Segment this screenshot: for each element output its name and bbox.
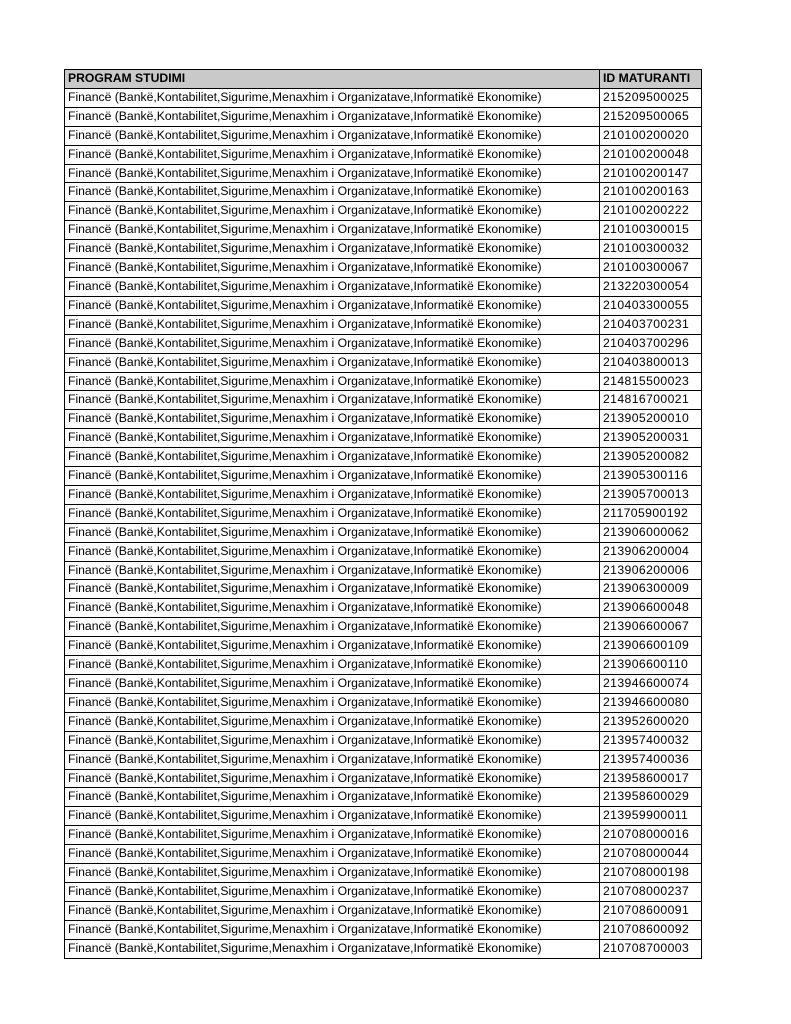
table-row (65, 259, 702, 278)
id-cell: 213905200010 (600, 410, 702, 429)
program-cell: Financë (Bankë,Kontabilitet,Sigurime,Menaxhim i Organizatave,Informatikë Ekonomike) (65, 315, 600, 334)
table-row (65, 145, 702, 164)
program-cell: Financë (Bankë,Kontabilitet,Sigurime,Menaxhim i Organizatave,Informatikë Ekonomike) (65, 939, 600, 958)
table-row (65, 788, 702, 807)
id-cell: 213906600048 (600, 599, 702, 618)
table-row (65, 561, 702, 580)
table-row (65, 939, 702, 958)
program-cell: Financë (Bankë,Kontabilitet,Sigurime,Menaxhim i Organizatave,Informatikë Ekonomike) (65, 467, 600, 486)
id-cell: 210100200020 (600, 126, 702, 145)
program-cell: Financë (Bankë,Kontabilitet,Sigurime,Menaxhim i Organizatave,Informatikë Ekonomike) (65, 675, 600, 694)
program-cell: Financë (Bankë,Kontabilitet,Sigurime,Menaxhim i Organizatave,Informatikë Ekonomike) (65, 769, 600, 788)
table-row (65, 845, 702, 864)
program-cell: Financë (Bankë,Kontabilitet,Sigurime,Menaxhim i Organizatave,Informatikë Ekonomike) (65, 542, 600, 561)
id-cell: 213906600109 (600, 637, 702, 656)
table-row (65, 429, 702, 448)
id-cell: 213957400032 (600, 731, 702, 750)
program-cell: Financë (Bankë,Kontabilitet,Sigurime,Menaxhim i Organizatave,Informatikë Ekonomike) (65, 277, 600, 296)
students-table (64, 69, 702, 959)
id-cell: 210100200163 (600, 183, 702, 202)
program-cell: Financë (Bankë,Kontabilitet,Sigurime,Menaxhim i Organizatave,Informatikë Ekonomike) (65, 656, 600, 675)
table-row (65, 580, 702, 599)
table-row (65, 240, 702, 259)
program-cell: Financë (Bankë,Kontabilitet,Sigurime,Menaxhim i Organizatave,Informatikë Ekonomike) (65, 296, 600, 315)
table-row (65, 107, 702, 126)
id-cell: 210100300067 (600, 259, 702, 278)
table-row (65, 126, 702, 145)
id-cell: 213952600020 (600, 712, 702, 731)
table-row (65, 296, 702, 315)
table-row (65, 656, 702, 675)
table-row (65, 523, 702, 542)
id-cell: 213906300009 (600, 580, 702, 599)
id-cell: 210403700296 (600, 334, 702, 353)
program-cell: Financë (Bankë,Kontabilitet,Sigurime,Menaxhim i Organizatave,Informatikë Ekonomike) (65, 391, 600, 410)
id-cell: 213220300054 (600, 277, 702, 296)
id-cell: 214816700021 (600, 391, 702, 410)
program-cell: Financë (Bankë,Kontabilitet,Sigurime,Menaxhim i Organizatave,Informatikë Ekonomike) (65, 259, 600, 278)
id-cell: 210708700003 (600, 939, 702, 958)
id-cell: 213905200082 (600, 448, 702, 467)
program-cell: Financë (Bankë,Kontabilitet,Sigurime,Menaxhim i Organizatave,Informatikë Ekonomike) (65, 183, 600, 202)
table-row (65, 675, 702, 694)
id-cell: 210100200147 (600, 164, 702, 183)
table-row (65, 542, 702, 561)
table-row (65, 183, 702, 202)
program-cell: Financë (Bankë,Kontabilitet,Sigurime,Menaxhim i Organizatave,Informatikë Ekonomike) (65, 731, 600, 750)
id-cell: 213906200006 (600, 561, 702, 580)
id-cell: 210100300032 (600, 240, 702, 259)
table-row (65, 599, 702, 618)
program-cell: Financë (Bankë,Kontabilitet,Sigurime,Menaxhim i Organizatave,Informatikë Ekonomike) (65, 164, 600, 183)
id-cell: 210708000044 (600, 845, 702, 864)
id-cell: 213906000062 (600, 523, 702, 542)
table-row (65, 712, 702, 731)
program-cell: Financë (Bankë,Kontabilitet,Sigurime,Menaxhim i Organizatave,Informatikë Ekonomike) (65, 807, 600, 826)
id-cell: 210100300015 (600, 221, 702, 240)
program-cell: Financë (Bankë,Kontabilitet,Sigurime,Menaxhim i Organizatave,Informatikë Ekonomike) (65, 882, 600, 901)
program-cell: Financë (Bankë,Kontabilitet,Sigurime,Menaxhim i Organizatave,Informatikë Ekonomike) (65, 599, 600, 618)
program-cell: Financë (Bankë,Kontabilitet,Sigurime,Menaxhim i Organizatave,Informatikë Ekonomike) (65, 88, 600, 107)
id-cell: 213906600067 (600, 618, 702, 637)
program-cell: Financë (Bankë,Kontabilitet,Sigurime,Menaxhim i Organizatave,Informatikë Ekonomike) (65, 693, 600, 712)
id-cell: 213957400036 (600, 750, 702, 769)
table-row (65, 826, 702, 845)
table-row (65, 504, 702, 523)
program-cell: Financë (Bankë,Kontabilitet,Sigurime,Menaxhim i Organizatave,Informatikë Ekonomike) (65, 504, 600, 523)
program-cell: Financë (Bankë,Kontabilitet,Sigurime,Menaxhim i Organizatave,Informatikë Ekonomike) (65, 410, 600, 429)
id-cell: 213906600110 (600, 656, 702, 675)
id-column-header: ID MATURANTI (600, 70, 702, 89)
table-row (65, 693, 702, 712)
table-row (65, 882, 702, 901)
table-row (65, 807, 702, 826)
table-body (65, 88, 702, 958)
table-row (65, 901, 702, 920)
program-cell: Financë (Bankë,Kontabilitet,Sigurime,Menaxhim i Organizatave,Informatikë Ekonomike) (65, 864, 600, 883)
program-cell: Financë (Bankë,Kontabilitet,Sigurime,Menaxhim i Organizatave,Informatikë Ekonomike) (65, 448, 600, 467)
id-cell: 215209500025 (600, 88, 702, 107)
table-row (65, 277, 702, 296)
program-cell: Financë (Bankë,Kontabilitet,Sigurime,Menaxhim i Organizatave,Informatikë Ekonomike) (65, 826, 600, 845)
program-cell: Financë (Bankë,Kontabilitet,Sigurime,Menaxhim i Organizatave,Informatikë Ekonomike) (65, 920, 600, 939)
id-cell: 213958600029 (600, 788, 702, 807)
table-row (65, 315, 702, 334)
program-column-header: PROGRAM STUDIMI (65, 70, 600, 89)
id-cell: 210708000237 (600, 882, 702, 901)
program-cell: Financë (Bankë,Kontabilitet,Sigurime,Menaxhim i Organizatave,Informatikë Ekonomike) (65, 523, 600, 542)
table-row (65, 467, 702, 486)
table-row (65, 202, 702, 221)
table-row (65, 88, 702, 107)
table-row (65, 920, 702, 939)
program-cell: Financë (Bankë,Kontabilitet,Sigurime,Menaxhim i Organizatave,Informatikë Ekonomike) (65, 901, 600, 920)
program-cell: Financë (Bankë,Kontabilitet,Sigurime,Menaxhim i Organizatave,Informatikë Ekonomike) (65, 712, 600, 731)
program-cell: Financë (Bankë,Kontabilitet,Sigurime,Menaxhim i Organizatave,Informatikë Ekonomike) (65, 845, 600, 864)
program-cell: Financë (Bankë,Kontabilitet,Sigurime,Menaxhim i Organizatave,Informatikë Ekonomike) (65, 788, 600, 807)
table-row (65, 485, 702, 504)
id-cell: 211705900192 (600, 504, 702, 523)
table-row (65, 221, 702, 240)
program-cell: Financë (Bankë,Kontabilitet,Sigurime,Menaxhim i Organizatave,Informatikë Ekonomike) (65, 353, 600, 372)
program-cell: Financë (Bankë,Kontabilitet,Sigurime,Menaxhim i Organizatave,Informatikë Ekonomike) (65, 126, 600, 145)
id-cell: 213958600017 (600, 769, 702, 788)
program-cell: Financë (Bankë,Kontabilitet,Sigurime,Menaxhim i Organizatave,Informatikë Ekonomike) (65, 561, 600, 580)
table-row (65, 637, 702, 656)
header-row (65, 70, 702, 89)
id-cell: 210708600091 (600, 901, 702, 920)
table-row (65, 372, 702, 391)
id-cell: 213905200031 (600, 429, 702, 448)
id-cell: 215209500065 (600, 107, 702, 126)
table-row (65, 334, 702, 353)
id-cell: 210403800013 (600, 353, 702, 372)
program-cell: Financë (Bankë,Kontabilitet,Sigurime,Menaxhim i Organizatave,Informatikë Ekonomike) (65, 372, 600, 391)
program-cell: Financë (Bankë,Kontabilitet,Sigurime,Menaxhim i Organizatave,Informatikë Ekonomike) (65, 429, 600, 448)
program-cell: Financë (Bankë,Kontabilitet,Sigurime,Menaxhim i Organizatave,Informatikë Ekonomike) (65, 107, 600, 126)
id-cell: 210403700231 (600, 315, 702, 334)
id-cell: 210708000198 (600, 864, 702, 883)
id-cell: 213906200004 (600, 542, 702, 561)
id-cell: 213905300116 (600, 467, 702, 486)
program-cell: Financë (Bankë,Kontabilitet,Sigurime,Menaxhim i Organizatave,Informatikë Ekonomike) (65, 580, 600, 599)
table-row (65, 410, 702, 429)
table-row (65, 864, 702, 883)
id-cell: 213905700013 (600, 485, 702, 504)
program-cell: Financë (Bankë,Kontabilitet,Sigurime,Menaxhim i Organizatave,Informatikë Ekonomike) (65, 618, 600, 637)
program-cell: Financë (Bankë,Kontabilitet,Sigurime,Menaxhim i Organizatave,Informatikë Ekonomike) (65, 750, 600, 769)
program-cell: Financë (Bankë,Kontabilitet,Sigurime,Menaxhim i Organizatave,Informatikë Ekonomike) (65, 334, 600, 353)
table-row (65, 731, 702, 750)
program-cell: Financë (Bankë,Kontabilitet,Sigurime,Menaxhim i Organizatave,Informatikë Ekonomike) (65, 240, 600, 259)
table-row (65, 618, 702, 637)
program-cell: Financë (Bankë,Kontabilitet,Sigurime,Menaxhim i Organizatave,Informatikë Ekonomike) (65, 485, 600, 504)
id-cell: 210708600092 (600, 920, 702, 939)
id-cell: 213946600080 (600, 693, 702, 712)
table-row (65, 750, 702, 769)
program-cell: Financë (Bankë,Kontabilitet,Sigurime,Menaxhim i Organizatave,Informatikë Ekonomike) (65, 145, 600, 164)
table-row (65, 448, 702, 467)
program-cell: Financë (Bankë,Kontabilitet,Sigurime,Menaxhim i Organizatave,Informatikë Ekonomike) (65, 202, 600, 221)
program-cell: Financë (Bankë,Kontabilitet,Sigurime,Menaxhim i Organizatave,Informatikë Ekonomike) (65, 637, 600, 656)
table-row (65, 164, 702, 183)
id-cell: 213946600074 (600, 675, 702, 694)
table-row (65, 353, 702, 372)
id-cell: 210100200048 (600, 145, 702, 164)
program-cell: Financë (Bankë,Kontabilitet,Sigurime,Menaxhim i Organizatave,Informatikë Ekonomike) (65, 221, 600, 240)
table-row (65, 769, 702, 788)
id-cell: 210708000016 (600, 826, 702, 845)
table-row (65, 391, 702, 410)
id-cell: 210403300055 (600, 296, 702, 315)
id-cell: 214815500023 (600, 372, 702, 391)
id-cell: 213959900011 (600, 807, 702, 826)
id-cell: 210100200222 (600, 202, 702, 221)
